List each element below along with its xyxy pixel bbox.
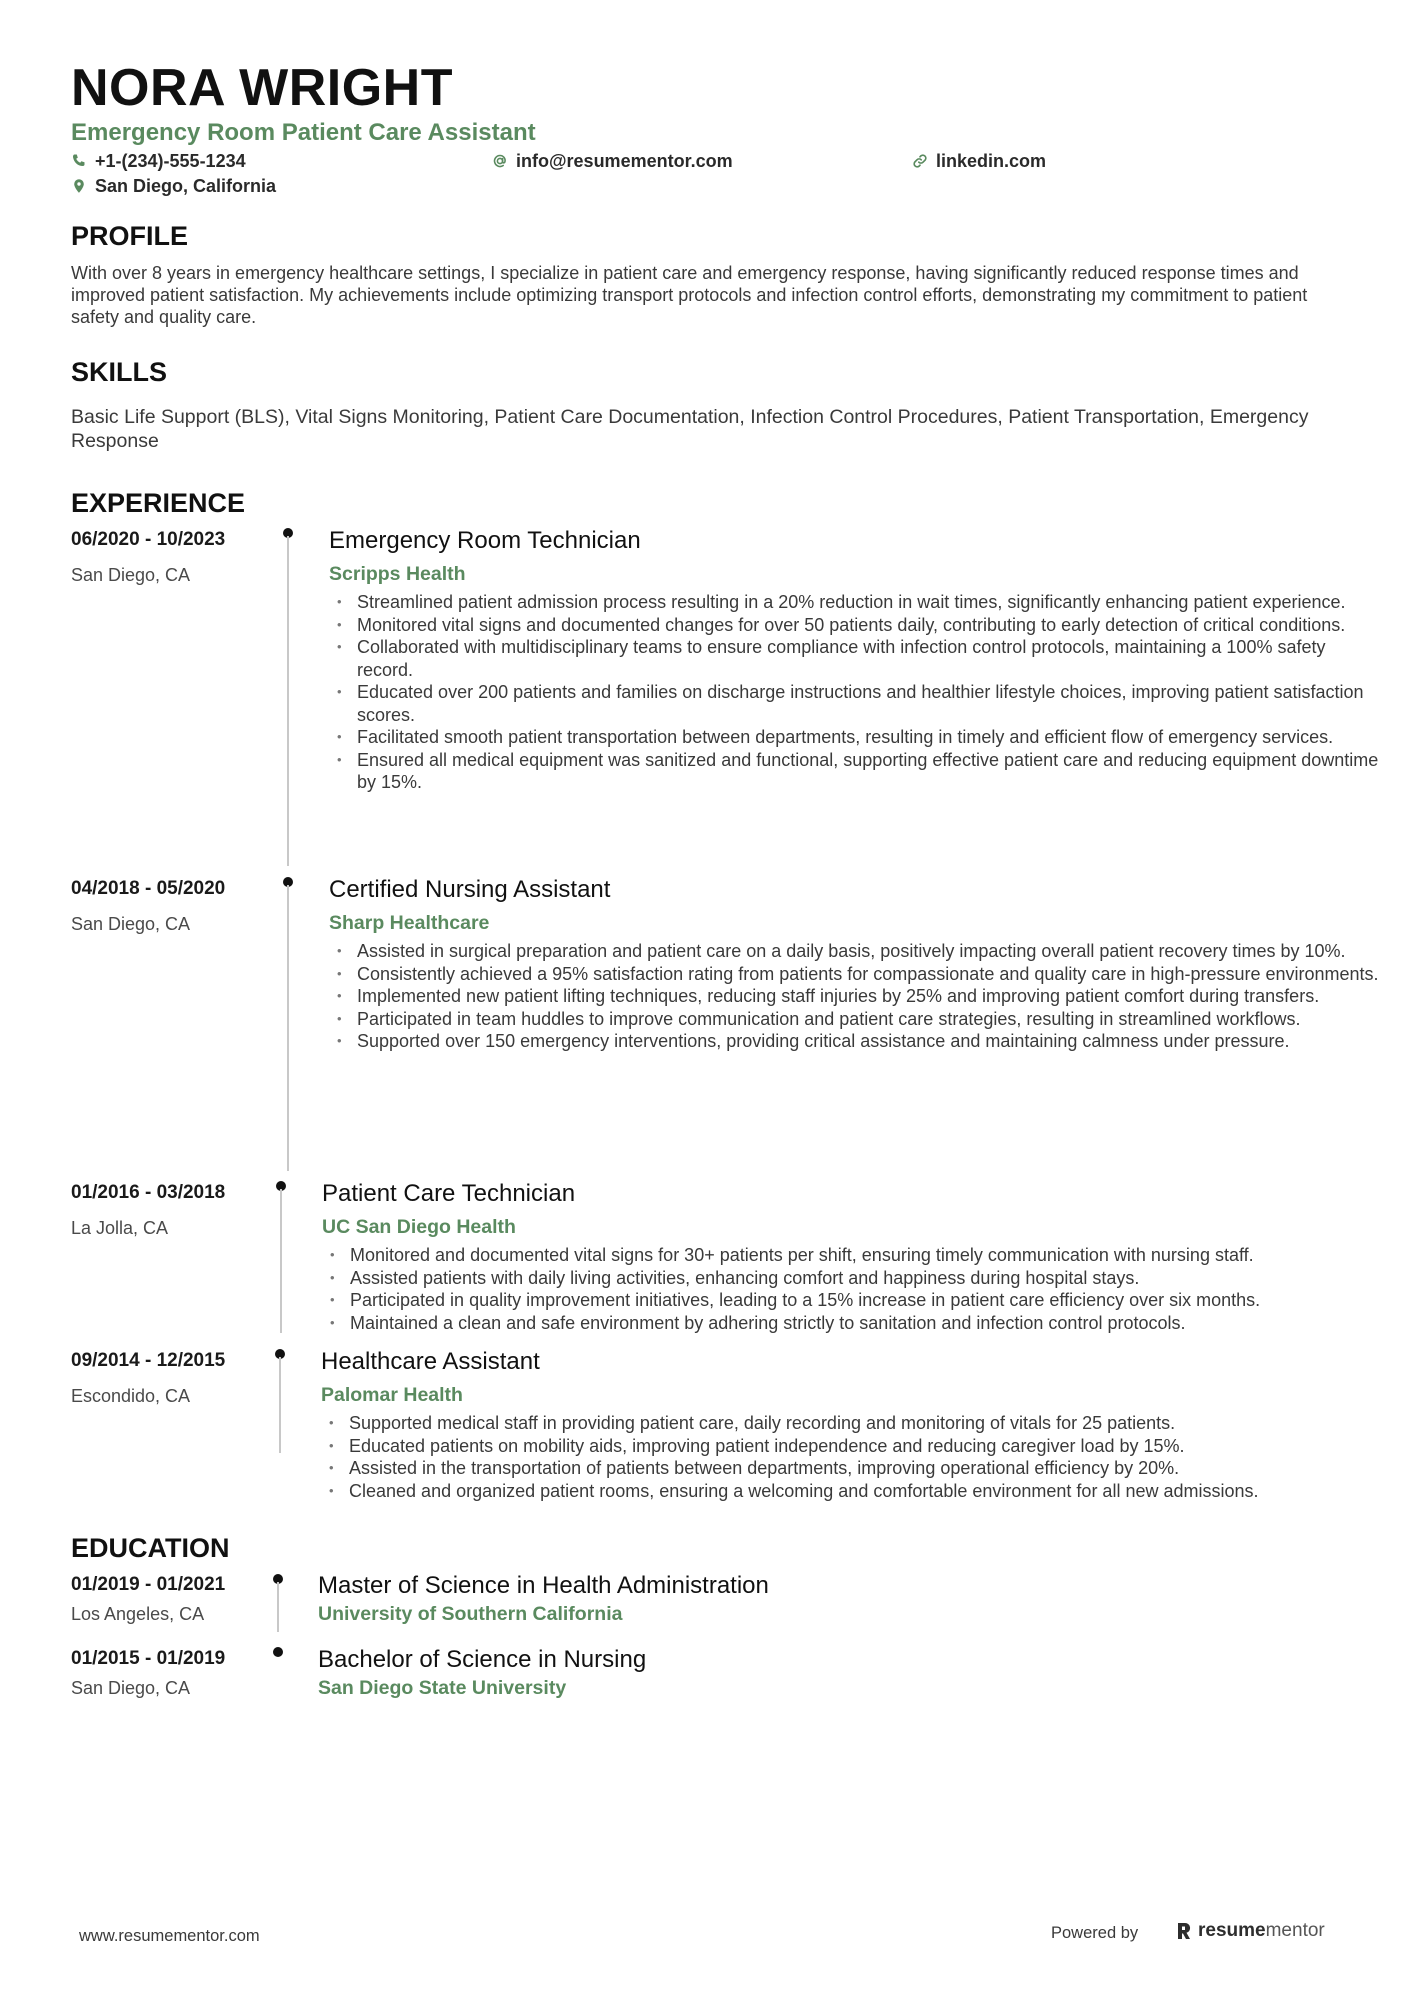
degree-title: Master of Science in Health Administration	[318, 1572, 769, 1599]
education-dates: 01/2019 - 01/2021	[71, 1574, 226, 1595]
bullet-item: • Monitored vital signs and documented changes for over 50 patients daily, contributing to early detection of critical conditions.	[335, 614, 1385, 637]
timeline-line	[287, 885, 289, 1171]
location-pin-icon	[71, 178, 87, 194]
job-title: Healthcare Assistant	[321, 1348, 540, 1375]
job-location: Escondido, CA	[71, 1386, 191, 1406]
bullet-item: • Monitored and documented vital signs for 30+ patients per shift, ensuring timely communication with nursing staff.	[328, 1244, 1378, 1267]
bullet-item: • Educated patients on mobility aids, improving patient independence and reducing caregiver load by 15%.	[327, 1435, 1377, 1458]
bullet-item: • Consistently achieved a 95% satisfaction rating from patients for compassionate and quality care in high-pressure environments.	[335, 963, 1385, 986]
job-title: Patient Care Technician	[322, 1180, 576, 1207]
skills-heading: SKILLS	[71, 357, 168, 387]
bullet-item: • Assisted in the transportation of patients between departments, improving operational efficiency by 20%.	[327, 1457, 1377, 1480]
footer-website[interactable]: www.resumementor.com	[79, 1927, 260, 1945]
education-heading: EDUCATION	[71, 1533, 230, 1563]
job-dates: 01/2016 - 03/2018	[71, 1182, 226, 1203]
brand-logo[interactable]	[1176, 1920, 1325, 1942]
bullet-item: • Cleaned and organized patient rooms, ensuring a welcoming and comfortable environment for all new admissions.	[327, 1480, 1377, 1503]
candidate-role: Emergency Room Patient Care Assistant	[71, 119, 536, 146]
contact-phone	[71, 150, 246, 172]
email-link[interactable]: info@resumementor.com	[516, 151, 733, 171]
resumementor-logo-icon	[1176, 1921, 1192, 1941]
job-title: Emergency Room Technician	[329, 527, 641, 554]
skills-text: Basic Life Support (BLS), Vital Signs Monitoring, Patient Care Documentation, Infection Control Procedures, Patient Transportation, Emergency Response	[71, 406, 1309, 452]
contact-linkedin[interactable]	[912, 150, 1046, 172]
bullet-item: • Streamlined patient admission process resulting in a 20% reduction in wait times, significantly enhancing patient experience.	[335, 591, 1385, 614]
job-title: Certified Nursing Assistant	[329, 876, 611, 903]
phone-text: +1-(234)-555-1234	[95, 151, 246, 171]
bullet-item: • Collaborated with multidisciplinary teams to ensure compliance with infection control protocols, maintaining a 100% safety record.	[335, 636, 1385, 681]
school-name: San Diego State University	[318, 1677, 567, 1699]
at-icon	[492, 153, 508, 169]
link-icon	[912, 153, 928, 169]
company-name: Palomar Health	[321, 1384, 463, 1406]
footer-powered-by: Powered by	[1051, 1924, 1139, 1942]
timeline-line	[280, 1189, 282, 1333]
job-dates: 04/2018 - 05/2020	[71, 878, 226, 899]
bullet-item: • Facilitated smooth patient transportation between departments, resulting in timely and efficient flow of emergency services.	[335, 726, 1385, 749]
brand-name-light: mentor	[1265, 1920, 1325, 1941]
bullet-item: • Participated in quality improvement initiatives, leading to a 15% increase in patient care efficiency over six months.	[328, 1289, 1378, 1312]
company-name: Sharp Healthcare	[329, 912, 490, 934]
bullet-item: • Participated in team huddles to improve communication and patient care strategies, resulting in streamlined workflows.	[335, 1008, 1385, 1031]
bullet-item: • Implemented new patient lifting techniques, reducing staff injuries by 25% and improving patient comfort during transfers.	[335, 985, 1385, 1008]
location-text: San Diego, California	[95, 176, 277, 196]
profile-text: With over 8 years in emergency healthcare settings, I specialize in patient care and emergency response, having significantly reduced response times and improved patient satisfaction. My achievements include optimizing transport protocols and infection control efforts, demonstrating my commitment to patient safety and quality care.	[71, 263, 1308, 327]
bullet-item: • Supported over 150 emergency interventions, providing critical assistance and maintaining calmness under pressure.	[335, 1030, 1385, 1053]
job-bullets	[335, 591, 1385, 794]
bullet-item: • Assisted patients with daily living activities, enhancing comfort and happiness during hospital stays.	[328, 1267, 1378, 1290]
education-location: San Diego, CA	[71, 1678, 191, 1698]
degree-title: Bachelor of Science in Nursing	[318, 1646, 647, 1673]
brand-name-bold: resume	[1198, 1920, 1266, 1941]
school-name: University of Southern California	[318, 1603, 623, 1625]
candidate-name: NORA WRIGHT	[71, 59, 453, 117]
timeline-dot	[273, 1647, 283, 1657]
education-location: Los Angeles, CA	[71, 1604, 205, 1624]
bullet-item: • Educated over 200 patients and families on discharge instructions and healthier lifestyle choices, improving patient satisfaction scores.	[335, 681, 1385, 726]
company-name: UC San Diego Health	[322, 1216, 516, 1238]
job-bullets	[335, 940, 1385, 1053]
job-location: La Jolla, CA	[71, 1218, 169, 1238]
profile-heading: PROFILE	[71, 221, 189, 251]
job-bullets	[328, 1244, 1378, 1334]
experience-heading: EXPERIENCE	[71, 488, 246, 518]
company-name: Scripps Health	[329, 563, 466, 585]
job-dates: 06/2020 - 10/2023	[71, 529, 226, 550]
bullet-item: • Maintained a clean and safe environment by adhering strictly to sanitation and infection control protocols.	[328, 1312, 1378, 1335]
education-dates: 01/2015 - 01/2019	[71, 1648, 226, 1669]
bullet-item: • Ensured all medical equipment was sanitized and functional, supporting effective patient care and reducing equipment downtime by 15%.	[335, 749, 1385, 794]
contact-email[interactable]	[492, 150, 733, 172]
phone-icon	[71, 153, 87, 169]
linkedin-link[interactable]: linkedin.com	[936, 151, 1047, 171]
job-location: San Diego, CA	[71, 914, 191, 934]
timeline-line	[287, 536, 289, 866]
timeline-line	[277, 1582, 279, 1632]
job-dates: 09/2014 - 12/2015	[71, 1350, 226, 1371]
job-bullets	[327, 1412, 1377, 1502]
job-location: San Diego, CA	[71, 565, 191, 585]
contact-location	[71, 175, 276, 197]
timeline-line	[279, 1357, 281, 1453]
bullet-item: • Supported medical staff in providing patient care, daily recording and monitoring of vitals for 25 patients.	[327, 1412, 1377, 1435]
bullet-item: • Assisted in surgical preparation and patient care on a daily basis, positively impacting overall patient recovery times by 10%.	[335, 940, 1385, 963]
